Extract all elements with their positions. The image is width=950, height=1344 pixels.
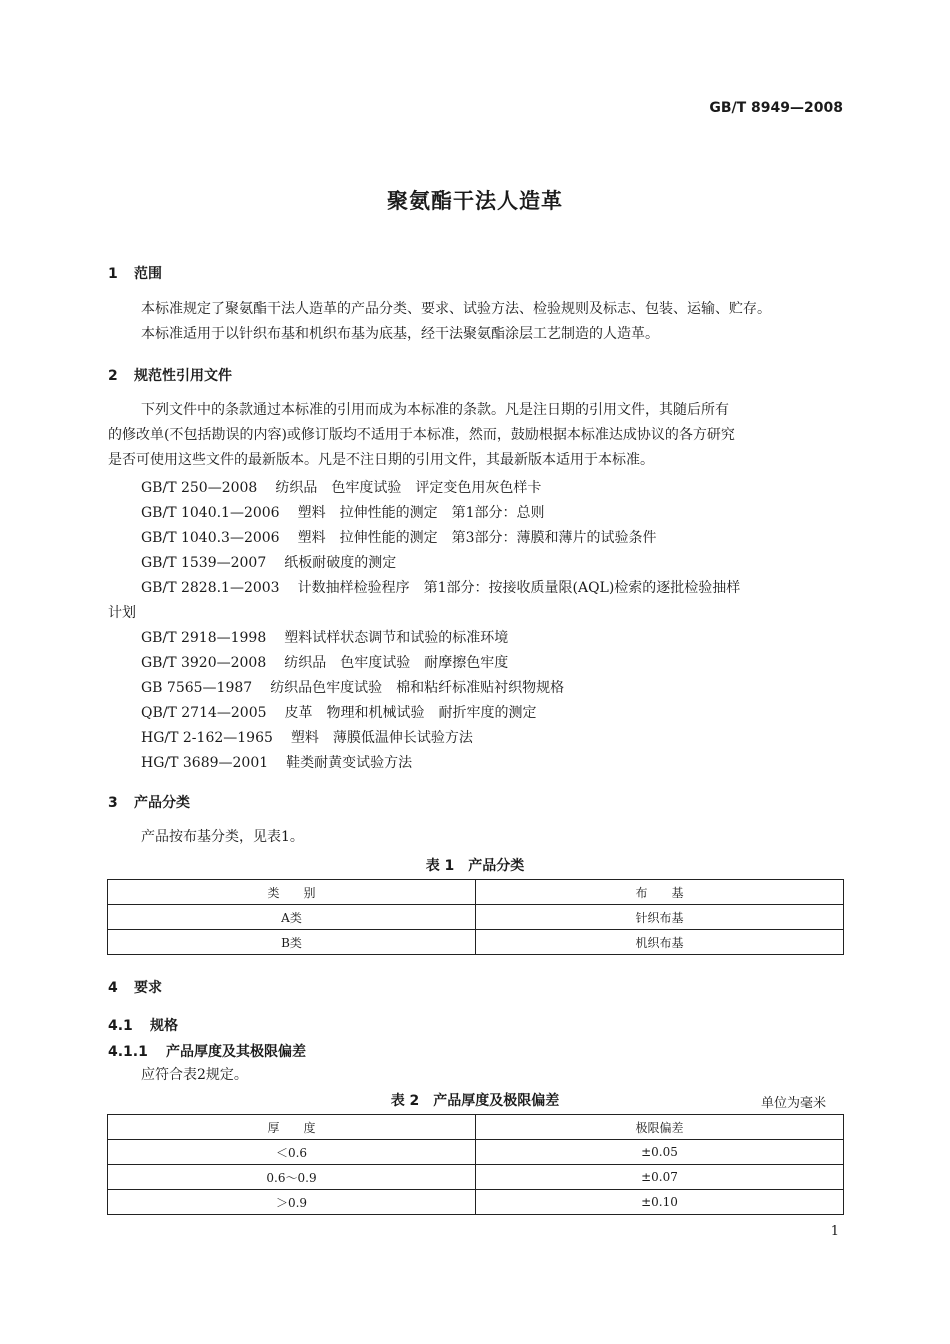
reference-item bbox=[141, 652, 508, 672]
reference-title: 计数抽样检验程序 第1部分：按接收质量限(AQL)检索的逐批检验抽样 bbox=[297, 580, 741, 596]
section-4-1-heading bbox=[108, 1015, 178, 1035]
table-cell: ±0.07 bbox=[476, 1165, 844, 1190]
table-cell: B类 bbox=[108, 930, 476, 955]
table-2-caption: 表 2 产品厚度及极限偏差 bbox=[390, 1093, 560, 1109]
column-header: 布 基 bbox=[476, 880, 844, 905]
reference-item bbox=[141, 552, 396, 572]
table-1 bbox=[107, 879, 844, 955]
reference-title: 纺织品 色牢度试验 评定变色用灰色样卡 bbox=[275, 480, 542, 496]
table-1-caption: 表 1 产品分类 bbox=[425, 858, 525, 874]
reference-code: QB/T 2714—2005 bbox=[141, 705, 267, 721]
table-row bbox=[108, 1165, 844, 1190]
section-number: 3 bbox=[108, 795, 118, 811]
reference-item bbox=[141, 577, 740, 597]
section-number: 1 bbox=[108, 266, 118, 282]
reference-title: 纺织品色牢度试验 棉和粘纤标准贴衬织物规格 bbox=[270, 680, 565, 696]
reference-item bbox=[141, 477, 541, 497]
paragraph: 应符合表2规定。 bbox=[141, 1067, 248, 1083]
table-row bbox=[108, 1140, 844, 1165]
section-title: 规范性引用文件 bbox=[134, 368, 232, 384]
column-header: 极限偏差 bbox=[476, 1115, 844, 1140]
reference-title: 塑料试样状态调节和试验的标准环境 bbox=[284, 630, 509, 646]
reference-item bbox=[141, 527, 657, 547]
column-header: 厚 度 bbox=[108, 1115, 476, 1140]
table-cell: ±0.05 bbox=[476, 1140, 844, 1165]
paragraph: 下列文件中的条款通过本标准的引用而成为本标准的条款。凡是注日期的引用文件，其随后所有 bbox=[141, 402, 729, 418]
section-4-1-1-heading bbox=[108, 1041, 306, 1061]
reference-item bbox=[141, 727, 473, 747]
reference-item bbox=[141, 627, 508, 647]
reference-title: 皮革 物理和机械试验 耐折牢度的测定 bbox=[284, 705, 537, 721]
reference-code: HG/T 2-162—1965 bbox=[141, 730, 273, 746]
reference-code: HG/T 3689—2001 bbox=[141, 755, 269, 771]
section-title: 要求 bbox=[134, 980, 162, 996]
paragraph: 的修改单(不包括勘误的内容)或修订版均不适用于本标准，然而，鼓励根据本标准达成协议的各方研究 bbox=[108, 427, 735, 443]
reference-title: 鞋类耐黄变试验方法 bbox=[286, 755, 413, 771]
table-cell: 机织布基 bbox=[476, 930, 844, 955]
section-number: 4.1.1 bbox=[108, 1044, 148, 1060]
table-cell: A类 bbox=[108, 905, 476, 930]
paragraph: 产品按布基分类，见表1。 bbox=[141, 829, 304, 845]
table-row bbox=[108, 930, 844, 955]
reference-title: 塑料 拉伸性能的测定 第3部分：薄膜和薄片的试验条件 bbox=[297, 530, 657, 546]
section-2-heading bbox=[108, 365, 232, 385]
reference-code: GB/T 1539—2007 bbox=[141, 555, 267, 571]
reference-title: 塑料 薄膜低温伸长试验方法 bbox=[290, 730, 473, 746]
section-title: 规格 bbox=[150, 1018, 178, 1034]
section-number: 4.1 bbox=[108, 1018, 133, 1034]
reference-item bbox=[141, 752, 412, 772]
reference-code: GB/T 1040.3—2006 bbox=[141, 530, 280, 546]
column-header: 类 别 bbox=[108, 880, 476, 905]
reference-title: 塑料 拉伸性能的测定 第1部分：总则 bbox=[297, 505, 545, 521]
paragraph: 是否可使用这些文件的最新版本。凡是不注日期的引用文件，其最新版本适用于本标准。 bbox=[108, 452, 654, 468]
table-cell: ＞0.9 bbox=[108, 1190, 476, 1215]
document-title: 聚氨酯干法人造革 bbox=[387, 189, 563, 213]
table-2 bbox=[107, 1114, 844, 1215]
reference-code: GB/T 2918—1998 bbox=[141, 630, 267, 646]
section-title: 产品分类 bbox=[134, 795, 190, 811]
table-cell: ＜0.6 bbox=[108, 1140, 476, 1165]
section-number: 4 bbox=[108, 980, 118, 996]
paragraph: 本标准适用于以针织布基和机织布基为底基，经干法聚氨酯涂层工艺制造的人造革。 bbox=[141, 326, 659, 342]
table-cell: 0.6～0.9 bbox=[108, 1165, 476, 1190]
section-title: 范围 bbox=[134, 266, 162, 282]
table-row bbox=[108, 905, 844, 930]
reference-code: GB/T 2828.1—2003 bbox=[141, 580, 280, 596]
reference-item bbox=[141, 502, 545, 522]
standard-code: GB/T 8949—2008 bbox=[709, 100, 843, 116]
section-3-heading bbox=[108, 792, 190, 812]
reference-title: 纺织品 色牢度试验 耐摩擦色牢度 bbox=[284, 655, 509, 671]
table-row bbox=[108, 1190, 844, 1215]
reference-title: 纸板耐破度的测定 bbox=[284, 555, 397, 571]
paragraph: 本标准规定了聚氨酯干法人造革的产品分类、要求、试验方法、检验规则及标志、包装、运输、贮存。 bbox=[141, 301, 771, 317]
section-4-heading bbox=[108, 977, 162, 997]
table-cell: ±0.10 bbox=[476, 1190, 844, 1215]
reference-code: GB 7565—1987 bbox=[141, 680, 253, 696]
table-cell: 针织布基 bbox=[476, 905, 844, 930]
reference-code: GB/T 3920—2008 bbox=[141, 655, 267, 671]
reference-code: GB/T 1040.1—2006 bbox=[141, 505, 280, 521]
section-1-heading bbox=[108, 263, 162, 283]
reference-continuation: 计划 bbox=[108, 605, 136, 621]
page-number: 1 bbox=[830, 1224, 839, 1239]
table-header-row bbox=[108, 880, 844, 905]
reference-item bbox=[141, 677, 564, 697]
section-title: 产品厚度及其极限偏差 bbox=[166, 1044, 306, 1060]
reference-code: GB/T 250—2008 bbox=[141, 480, 258, 496]
reference-item bbox=[141, 702, 537, 722]
table-2-unit: 单位为毫米 bbox=[760, 1096, 826, 1111]
table-header-row bbox=[108, 1115, 844, 1140]
section-number: 2 bbox=[108, 368, 118, 384]
